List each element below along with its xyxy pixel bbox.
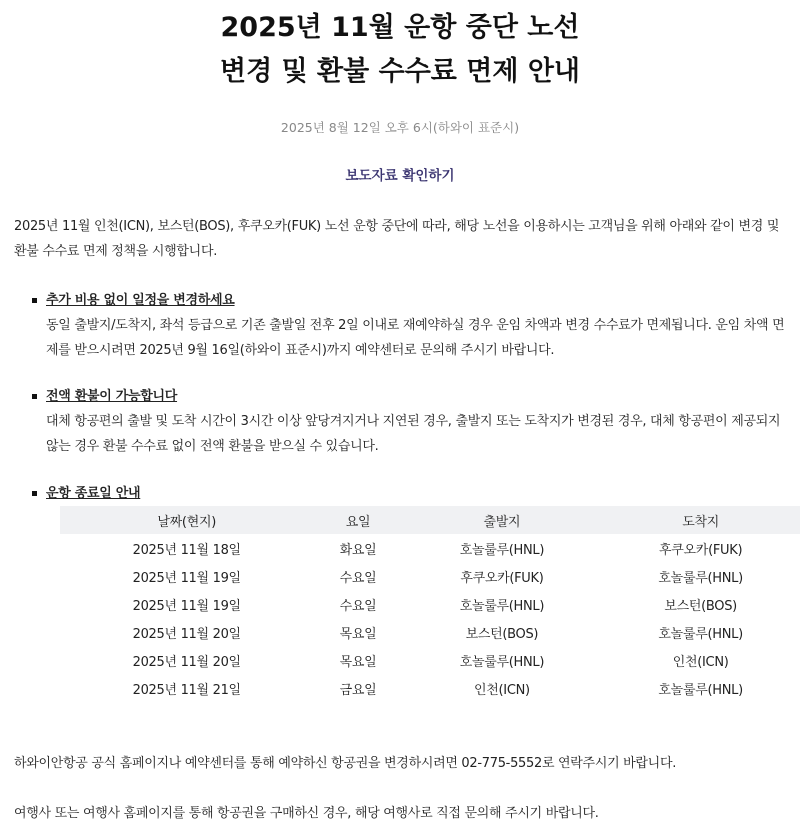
table-cell: 호놀룰루(HNL) (459, 598, 545, 614)
table-row (60, 590, 800, 618)
table-cell: 호놀룰루(HNL) (658, 570, 743, 586)
table-cell: 보스턴(BOS) (465, 626, 539, 642)
table-cell: 목요일 (339, 654, 377, 670)
table-row (60, 534, 800, 562)
table-cell: 2025년 11월 18일 (132, 542, 241, 558)
section-body: 동일 출발지/도착지, 좌석 등급으로 기존 출발일 전후 2일 이내로 재예약하실 경우 운임 차액과 변경 수수료가 면제됩니다. 운임 차액 면제를 받으시려면 2025년 9월 16일(하와이 표준시)까지 예약센터로 문의해 주시기 바랍니다. (46, 318, 785, 358)
table-cell: 호놀룰루(HNL) (459, 542, 545, 558)
section-end-dates (46, 481, 794, 506)
table-cell: 후쿠오카(FUK) (460, 570, 544, 586)
table-cell: 목요일 (339, 626, 377, 642)
table-cell: 2025년 11월 21일 (132, 682, 241, 698)
table-cell: 후쿠오카(FUK) (659, 542, 743, 558)
table-cell: 금요일 (339, 682, 377, 698)
table-cell: 호놀룰루(HNL) (459, 654, 545, 670)
table-cell: 2025년 11월 19일 (132, 598, 241, 614)
publish-date: 2025년 8월 12일 오후 6시(하와이 표준시) (280, 120, 520, 135)
bullet-icon (32, 491, 37, 496)
title-line-1: 2025년 11월 운항 중단 노선 (220, 12, 580, 43)
end-dates-table (60, 506, 800, 702)
travel-agency-note: 여행사 또는 여행사 홈페이지를 통해 항공권을 구매하신 경우, 해당 여행사로 직접 문의해 주시기 바랍니다. (14, 806, 599, 821)
intro-paragraph: 2025년 11월 인천(ICN), 보스턴(BOS), 후쿠오카(FUK) 노선 운항 중단에 따라, 해당 노선을 이용하시는 고객님을 위해 아래와 같이 변경 및 환불 수수료 면제 정책을 시행합니다. (14, 219, 780, 259)
section-heading-text: 전액 환불이 가능합니다 (46, 389, 178, 404)
table-cell: 2025년 11월 20일 (132, 654, 241, 670)
table-cell: 수요일 (339, 598, 377, 614)
press-release-link[interactable]: 보도자료 확인하기 (345, 168, 455, 184)
table-cell: 수요일 (339, 570, 377, 586)
table-row (60, 646, 800, 674)
table-cell: 2025년 11월 20일 (132, 626, 241, 642)
table-cell: 인천(ICN) (474, 682, 530, 698)
table-cell: 인천(ICN) (672, 654, 729, 670)
table-row (60, 562, 800, 590)
table-cell: 보스턴(BOS) (664, 598, 737, 614)
table-cell: 2025년 11월 19일 (132, 570, 241, 586)
section-heading-text: 추가 비용 없이 일정을 변경하세요 (46, 293, 235, 308)
page-title (0, 6, 800, 94)
bullet-icon (32, 394, 37, 399)
table-row (60, 618, 800, 646)
section-body: 대체 항공편의 출발 및 도착 시간이 3시간 이상 앞당겨지거나 지연된 경우, 출발지 또는 도착지가 변경된 경우, 대체 항공편이 제공되지 않는 경우 환불 수수료 없이 전액 환불을 받으실 수 있습니다. (46, 414, 781, 454)
column-header: 날짜(현지) (60, 506, 313, 534)
section-heading-text: 운항 종료일 안내 (46, 486, 141, 501)
section-heading (46, 481, 794, 506)
table-cell: 호놀룰루(HNL) (658, 682, 743, 698)
bullet-icon (32, 298, 37, 303)
table-cell: 화요일 (339, 542, 377, 558)
table-row (60, 674, 800, 702)
column-header: 출발지 (403, 506, 602, 534)
column-header: 요일 (313, 506, 402, 534)
table-cell: 호놀룰루(HNL) (658, 626, 743, 642)
section-change (46, 288, 794, 363)
section-heading (46, 288, 794, 313)
section-heading (46, 384, 794, 409)
table-header-row (60, 506, 800, 534)
column-header: 도착지 (601, 506, 800, 534)
section-refund (46, 384, 794, 459)
title-line-2: 변경 및 환불 수수료 면제 안내 (220, 56, 580, 87)
contact-note: 하와이안항공 공식 홈페이지나 예약센터를 통해 예약하신 항공권을 변경하시려면 02-775-5552로 연락주시기 바랍니다. (14, 756, 677, 771)
